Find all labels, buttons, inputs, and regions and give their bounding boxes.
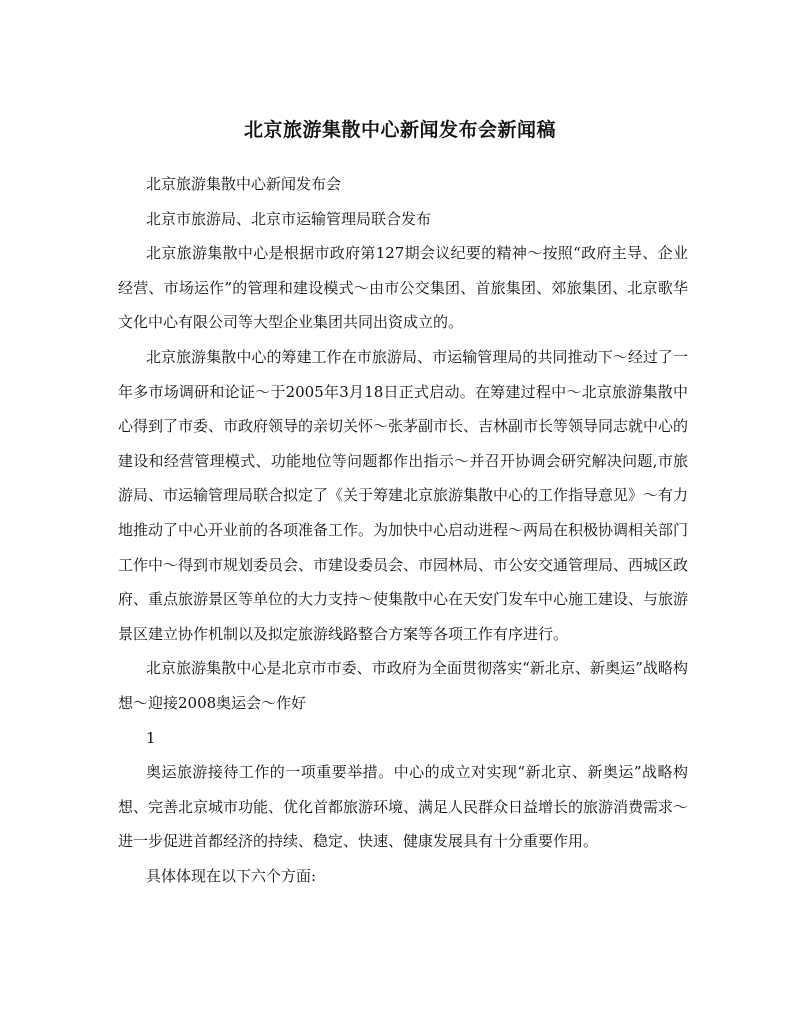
document-body [118,167,688,893]
paragraph: 北京旅游集散中心是北京市市委、市政府为全面贯彻落实“新北京、新奥运”战略构想～迎接2008奥运会～作好 [118,659,688,712]
paragraph: 北京旅游集散中心的筹建工作在市旅游局、市运输管理局的共同推动下～经过了一年多市场调研和论证～于2005年3月18日正式启动。在筹建过程中～北京旅游集散中心得到了市委、市政府领导的亲切关怀～张茅副市长、吉林副市长等领导同志就中心的建设和经营管理模式、功能地位等问题都作出指示～并召开协调会研究解决问题,市旅游局、市运输管理局联合拟定了《关于筹建北京旅游集散中心的工作指导意见》～有力地推动了中心开业前的各项准备工作。为加快中心启动进程～两局在积极协调相关部门工作中～得到市规划委员会、市建设委员会、市园林局、市公安交通管理局、西城区政府、重点旅游景区等单位的大力支持～使集散中心在天安门发车中心施工建设、与旅游景区建立协作机制以及拟定旅游线路整合方案等各项工作有序进行。 [118,347,689,643]
paragraph: 奥运旅游接待工作的一项重要举措。中心的成立对实现“新北京、新奥运”战略构想、完善北京城市功能、优化首都旅游环境、满足人民群众日益增长的旅游消费需求～进一步促进首都经济的持续、稳定、快速、健康发展具有十分重要作用。 [118,763,689,851]
page-number: 1 [146,728,156,747]
paragraph: 北京旅游集散中心新闻发布会 [146,175,342,193]
paragraph: 具体体现在以下六个方面: [146,866,317,885]
paragraph: 北京市旅游局、北京市运输管理局联合发布 [146,209,432,228]
paragraph: 北京旅游集散中心是根据市政府第127期会议纪要的精神～按照“政府主导、企业经营、市场运作”的管理和建设模式～由市公交集团、首旅集团、郊旅集团、北京歌华文化中心有限公司等大型企业集团共同出资成立的。 [118,244,688,332]
page-title: 北京旅游集散中心新闻发布会新闻稿 [243,119,556,141]
